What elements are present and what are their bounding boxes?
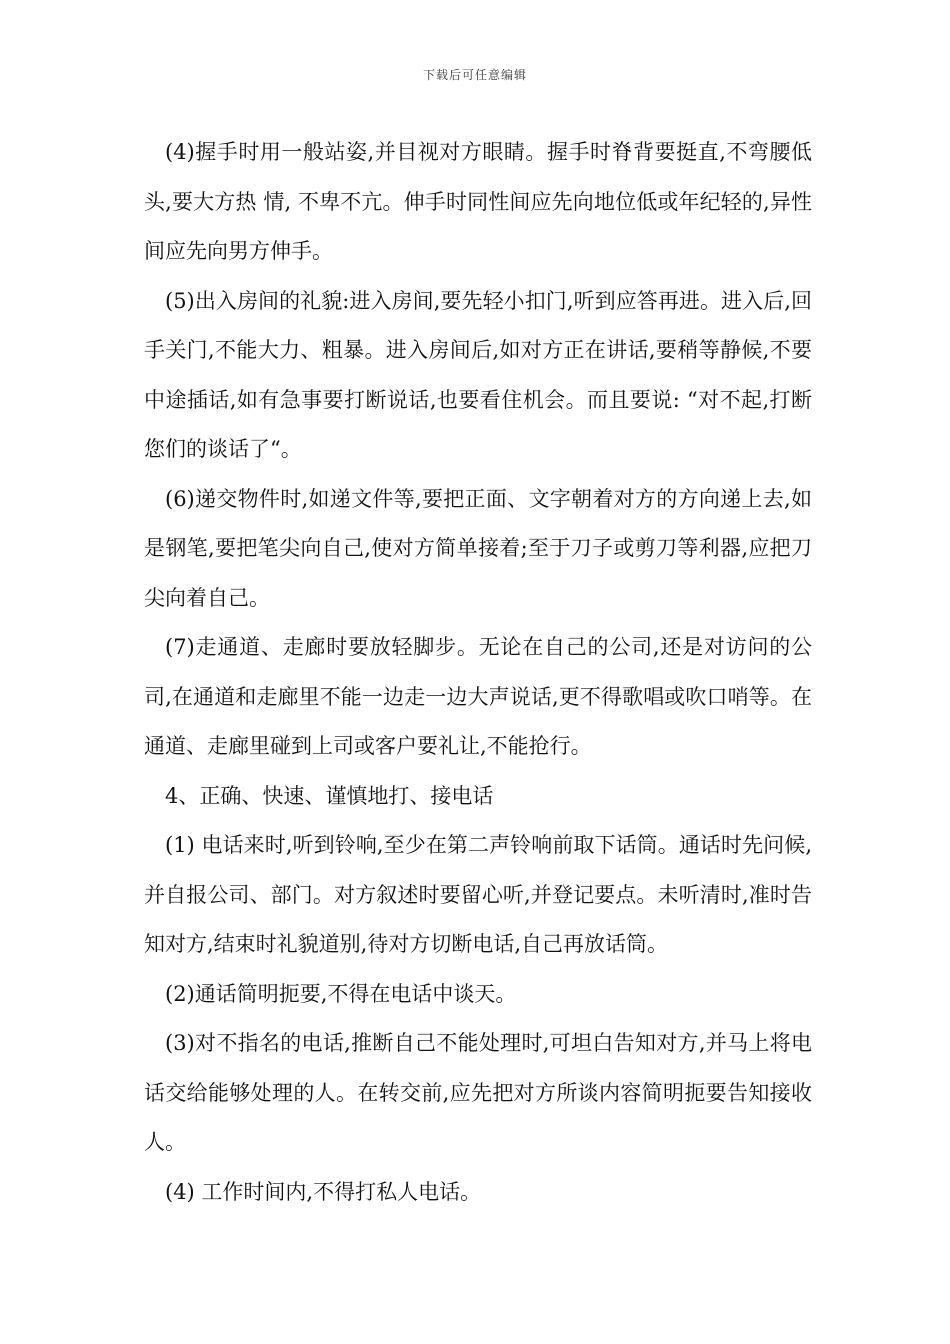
page-header: 下载后可任意编辑 [422,68,527,82]
paragraph-answer-phone: (1) 电话来时,听到铃响,至少在第二声铃响前取下话筒。通话时先问候,并自报公司、部门。对方叙述时要留心听,并登记要点。未听清时,准时告知对方,结束时礼貌道别,待对方切断电话,自己再放话筒。 [144,833,812,956]
paragraph-brief-call: (2)通话简明扼要,不得在电话中谈天。 [165,981,517,1006]
paragraph-corridor: (7)走通道、走廊时要放轻脚步。无论在自己的公司,还是对访问的公司,在通道和走廊里不能一边走一边大声说话,更不得歌唱或吹口哨等。在通道、走廊里碰到上司或客户要礼让,不能抢行。 [144,635,812,758]
paragraph-entering-room: (5)出入房间的礼貌:进入房间,要先轻小扣门,听到应答再进。进入后,回手关门,不能大力、粗暴。进入房间后,如对方正在讲话,要稍等静候,不要中途插话,如有急事要打断说话,也要看住机会。而且要说: “对不起,打断您们的谈话了“。 [144,288,812,461]
document-body [144,128,812,1217]
section-heading-phone: 4、正确、快速、谨慎地打、接电话 [165,783,494,808]
paragraph-handshake: (4)握手时用一般站姿,并目视对方眼睛。握手时脊背要挺直,不弯腰低头,要大方热 情, 不卑不亢。伸手时同性间应先向地位低或年纪轻的,异性间应先向男方伸手。 [144,140,812,263]
paragraph-handing-items: (6)递交物件时,如递文件等,要把正面、文字朝着对方的方向递上去,如是钢笔,要把笔尖向自己,使对方简单接着;至于刀子或剪刀等利器,应把刀尖向着自己。 [144,486,812,610]
paragraph-unnamed-call: (3)对不指名的电话,推断自己不能处理时,可坦白告知对方,并马上将电话交给能够处理的人。在转交前,应先把对方所谈内容简明扼要告知接收人。 [144,1031,812,1154]
paragraph-private-call: (4) 工作时间内,不得打私人电话。 [165,1179,482,1204]
